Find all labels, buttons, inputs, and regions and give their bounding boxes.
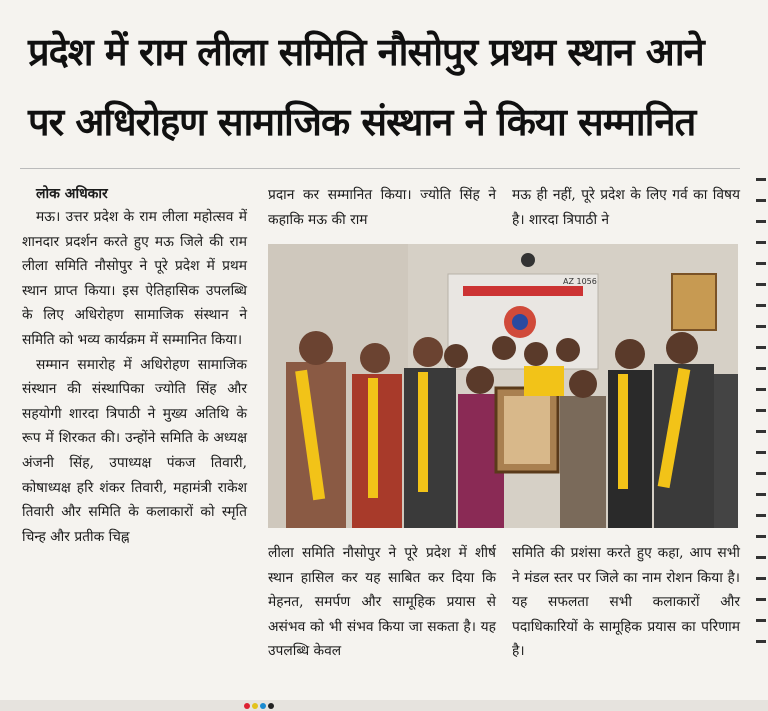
- paragraph: लीला समिति नौसोपुर ने पूरे प्रदेश में शीर्ष स्थान हासिल कर यह साबित कर दिया कि मेहनत, समर्पण और सामूहिक प्रयास से असंभव को भी संभव किया जा सकता है। यह उपलब्धि केवल: [268, 545, 496, 660]
- divider: [20, 168, 740, 169]
- headline-line-2: पर अधिरोहण सामाजिक संस्थान ने किया सम्मानित: [28, 100, 696, 144]
- article-column-2-top: [268, 183, 496, 232]
- paragraph: समिति की प्रशंसा करते हुए कहा, आप सभी ने मंडल स्तर पर जिले का नाम रोशन किया है। यह सफलता सभी कलाकारों और पदाधिकारियों के सामूहिक प्रयास का परिणाम है।: [512, 545, 740, 660]
- news-photo: [268, 244, 738, 528]
- article-column-3-top: [512, 183, 740, 232]
- paragraph-2: सम्मान समारोह में अधिरोहण सामाजिक संस्थान की संस्थापिका ज्योति सिंह और सहयोगी शारदा त्रिपाठी ने मुख्य अतिथि के रूप में शिरकत की। उन्होंने समिति के अध्यक्ष अंजनी सिंह, उपाध्यक्ष पंकज तिवारी, कोषाध्यक्ष हरि शंकर तिवारी, महामंत्री राकेश तिवारी और समिति के कलाकारों को स्मृति चिन्ह और प्रतीक चिह्न: [22, 356, 247, 545]
- paragraph: प्रदान कर सम्मानित किया। ज्योति सिंह ने कहाकि मऊ की राम: [268, 187, 496, 228]
- page-bottom-edge: [0, 700, 768, 711]
- article-column-2-bottom: [268, 541, 496, 664]
- photo-illustration: [268, 244, 738, 528]
- dateline: लोक अधिकार: [36, 186, 108, 202]
- article-column-1: [22, 183, 247, 549]
- paragraph-1: मऊ। उत्तर प्रदेश के राम लीला महोत्सव में शानदार प्रदर्शन करते हुए मऊ जिले की राम लीला समिति नौसोपुर ने पूरे प्रदेश में प्रथम स्थान प्राप्त किया। इस ऐतिहासिक उपलब्धि के लिए अधिरोहण सामाजिक संस्थान ने समिति को भव्य कार्यक्रम में सम्मानित किया।: [22, 209, 247, 348]
- headline-line-1: प्रदेश में राम लीला समिति नौसोपुर प्रथम स्थान आने: [28, 30, 704, 74]
- banner-text: AZ 1056: [563, 277, 597, 286]
- adjacent-column-edge: [752, 160, 768, 700]
- article-column-3-bottom: [512, 541, 740, 664]
- paragraph: मऊ ही नहीं, पूरे प्रदेश के लिए गर्व का विषय है। शारदा त्रिपाठी ने: [512, 187, 740, 228]
